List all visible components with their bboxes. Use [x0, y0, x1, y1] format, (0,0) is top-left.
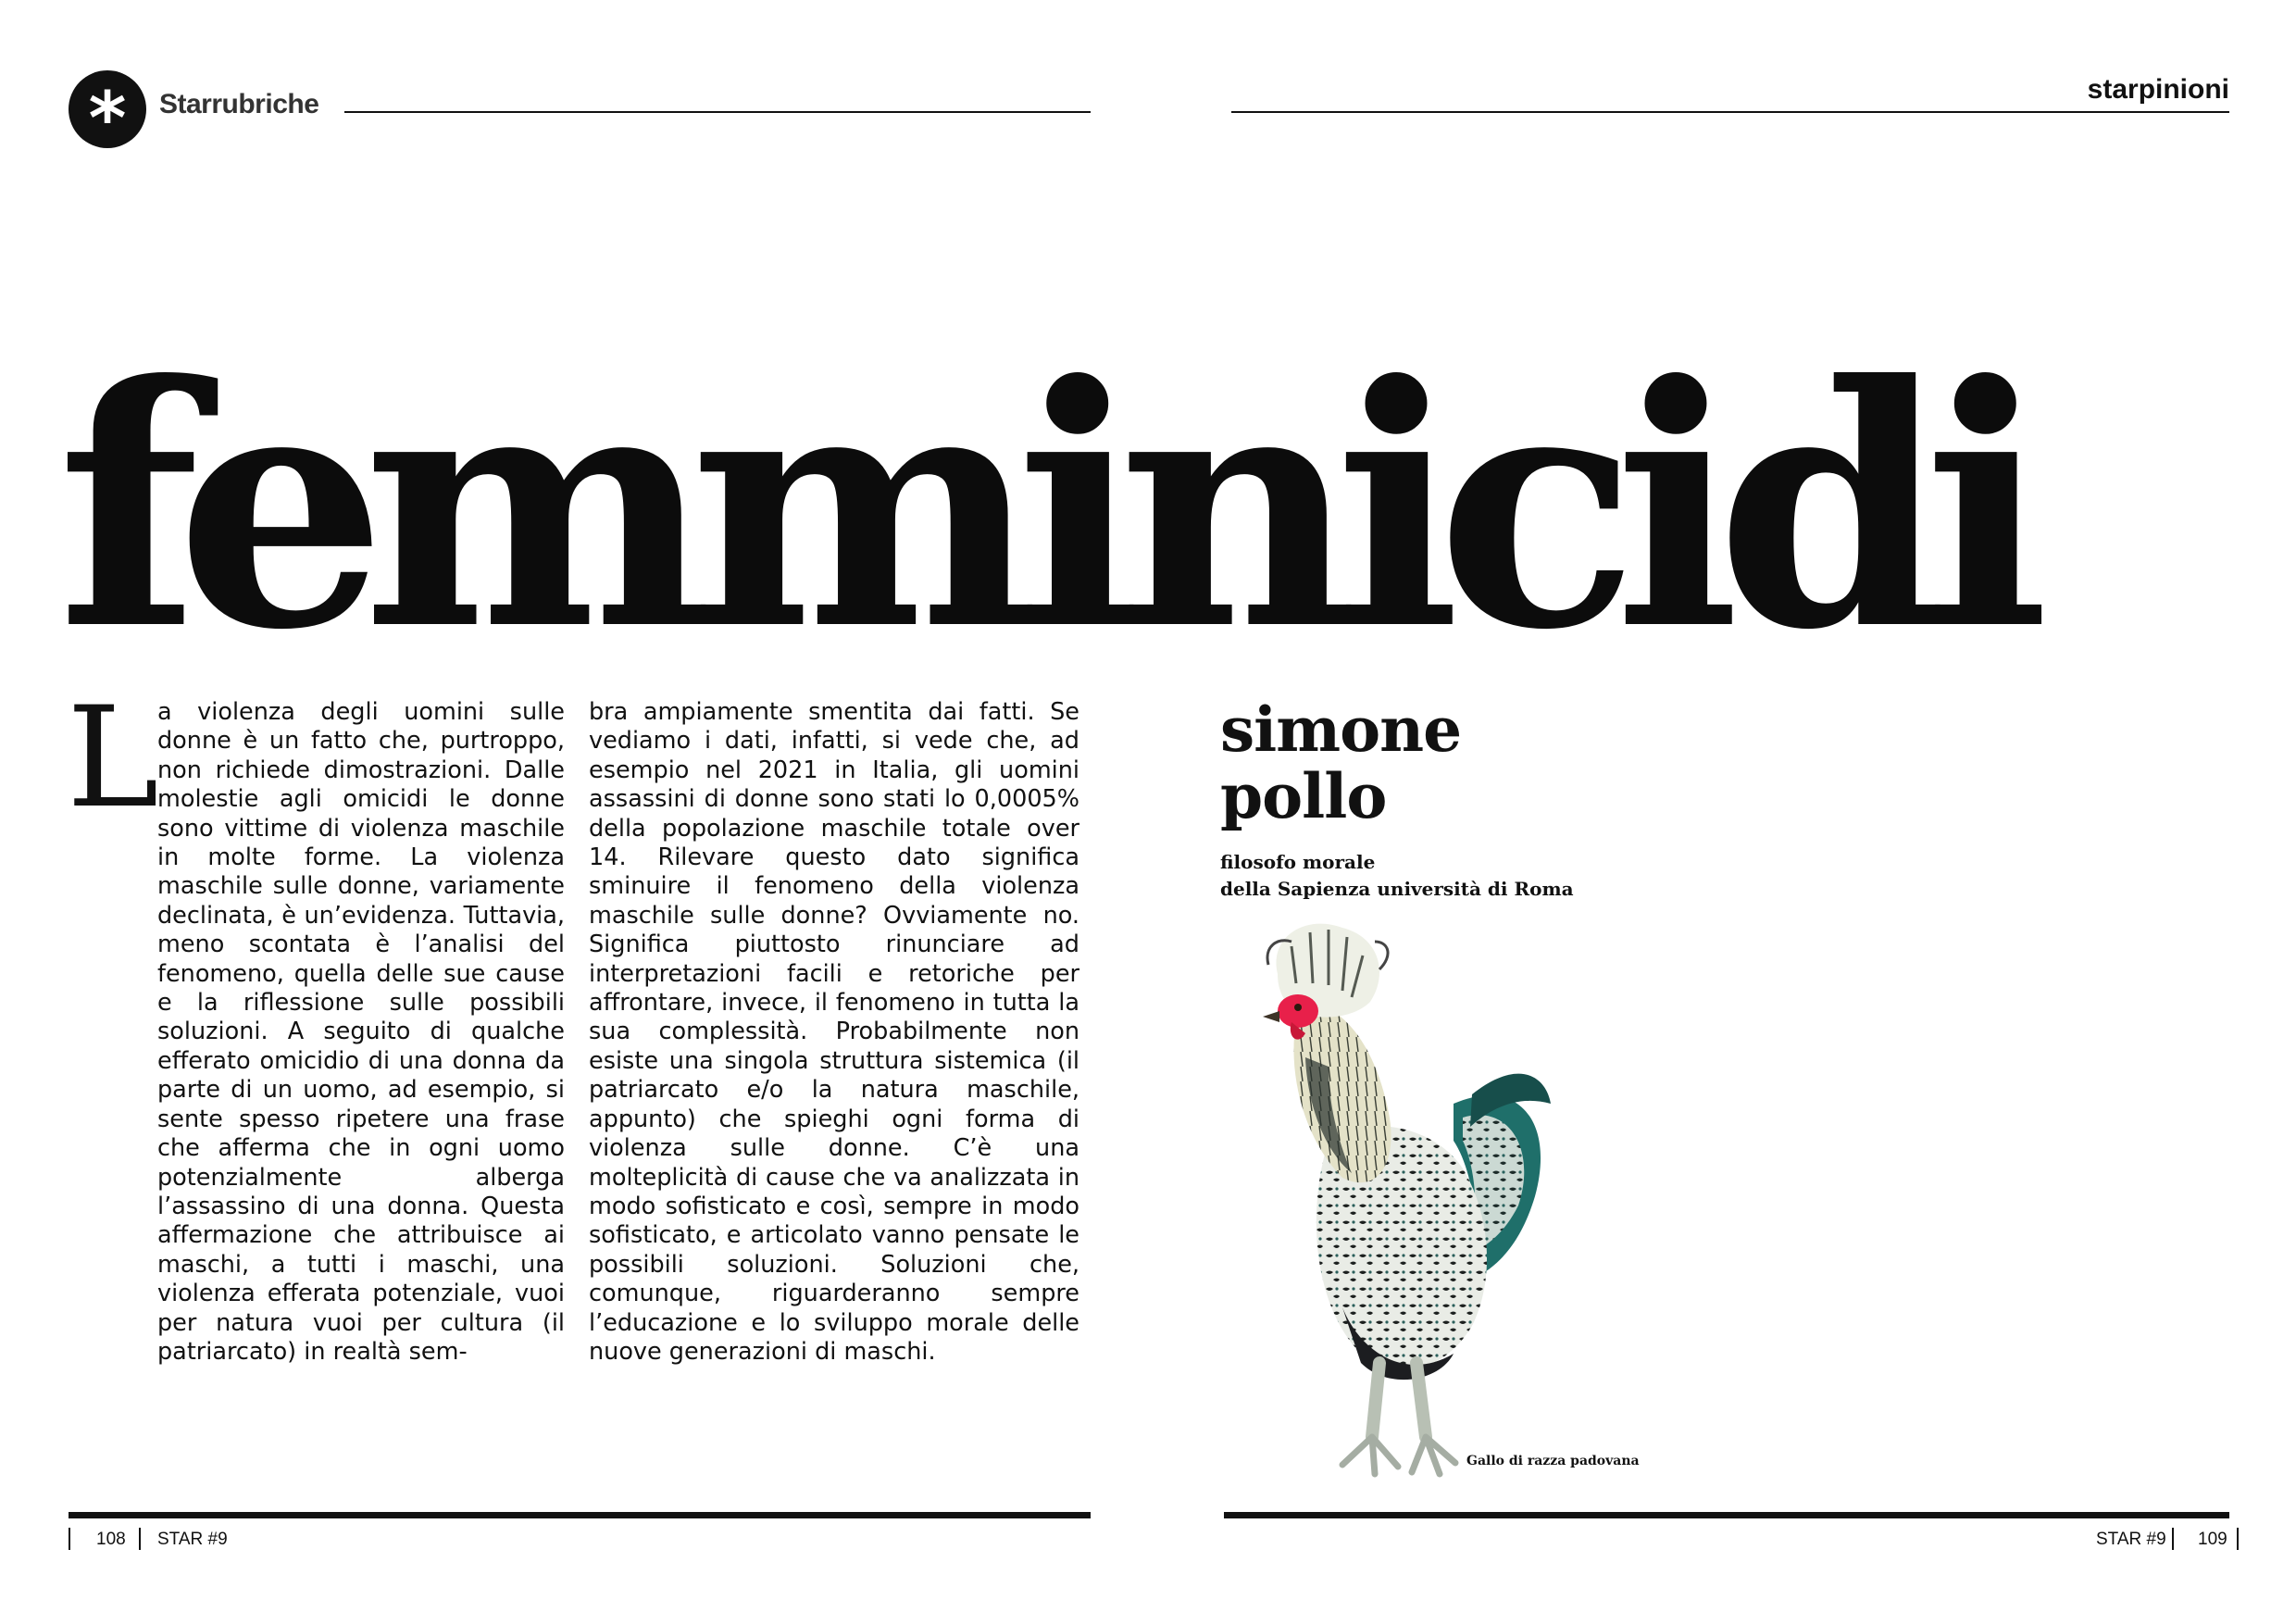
page-number-left: 108: [96, 1530, 126, 1549]
author-last-name: pollo: [1220, 760, 1387, 832]
article-title: femminicidi: [57, 314, 2026, 703]
magazine-issue-right: STAR #9: [2096, 1530, 2166, 1549]
footer-tick: [139, 1528, 141, 1550]
magazine-issue-left: STAR #9: [157, 1530, 228, 1549]
section-label: Starrubriche: [159, 89, 319, 119]
header-rule-left: [344, 111, 1091, 113]
rooster-illustration-icon: [1241, 918, 1555, 1493]
author-name: [1220, 693, 1462, 832]
rubric-label: starpinioni: [2087, 74, 2229, 105]
author-role: [1220, 849, 1574, 903]
author-role-line-2: della Sapienza università di Roma: [1220, 878, 1574, 900]
author-first-name: simone: [1220, 693, 1462, 766]
asterisk-badge-icon: *: [69, 70, 146, 148]
footer-tick: [2237, 1528, 2239, 1550]
footer-tick: [69, 1528, 70, 1550]
image-caption: Gallo di razza padovana: [1466, 1454, 1640, 1468]
author-role-line-1: filosofo morale: [1220, 851, 1376, 873]
header-rule-right: [1231, 111, 2229, 113]
drop-cap: L: [67, 678, 159, 839]
article-column-2: bra ampiamente smentita dai fatti. Se vediamo i dati, infatti, si vede che, ad esempio nel 2021 in Italia, gli uomini assassini di donne sono stati lo 0,0005% della popolazione maschile totale over 14. Rilevare questo dato significa sminuire il fenomeno della violenza maschile sulle donne? Ovviamente no. Significa piuttosto rinunciare ad interpretazioni facili e retoriche per affrontare, invece, il fenomeno in tutta la sua complessità. Probabilmente non esiste una singola struttura sistemica (il patriarcato e/o la natura maschile, appunto) che spieghi ogni forma di violenza sulle donne. C’è una molteplicità di cause che va analizzata in modo sofisticato e così, sempre in modo sofisticato, e articolato vanno pensate le possibili soluzioni. Soluzioni che, comunque, riguarderanno sempre l’educazione e lo sviluppo morale delle nuove generazioni di maschi.: [589, 698, 1079, 1366]
page-number-right: 109: [2198, 1530, 2227, 1549]
footer-rule-left: [69, 1512, 1091, 1518]
article-column-1: a violenza degli uomini sulle donne è un fatto che, purtroppo, non richiede dimostrazioni. Dalle molestie agli omicidi le donne sono vittime di violenza maschile in molte forme. La violenza maschile sulle donne, variamente declinata, è un’evidenza. Tuttavia, meno scontata è l’analisi del fenomeno, quella delle sue cause e la riflessione sulle possibili soluzioni. A seguito di qualche efferato omicidio di una donna da parte di un uomo, ad esempio, si sente spesso ripetere una frase che afferma che in ogni uomo potenzialmente alberga l’assassino di una donna. Questa affermazione che attribuisce ai maschi, a tutti i maschi, una violenza efferata potenziale, vuoi per natura vuoi per cultura (il patriarcato) in realtà sem-: [157, 698, 565, 1366]
footer-tick: [2172, 1528, 2174, 1550]
footer-rule-right: [1224, 1512, 2229, 1518]
